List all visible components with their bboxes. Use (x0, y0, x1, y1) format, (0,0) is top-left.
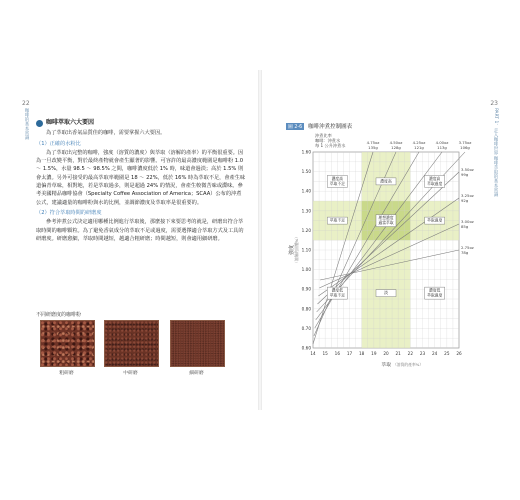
left-text-block (36, 119, 246, 243)
photo-caption-medium: 中研磨 (123, 371, 138, 376)
header-line-2: 咖啡：沖煮水 (315, 138, 341, 143)
right-ratio-g-label: 99g (461, 172, 469, 177)
right-side-tab: PART 1．走入咖啡世界 咖啡萃取的基本常識 (493, 108, 498, 197)
top-ratio-g-label: 128g (391, 145, 401, 150)
paragraph-1: 為了萃取出完整的咖啡，強度（溶質的濃度）與萃取（溶解的產率）的平衡很重要。因為一旦改變平衡，對於最終產物就會產生顯著的影響。可容許的最高濃度範圍是咖啡粉 1.0 ～ 1.5%，水量 98.5 ～ 98.5% 之間，咖啡濃度低於 1% 時，味道會過淡；高於 1.5% 則會太濃。另外可接受的最高萃取率範圍是 18 ～ 22%，低於 16% 時為萃取不足，會產生味道偏青草味，相對地，若是萃取過多，則是超過 24% 的情況，會產生較微苦味或澀味。參考美國精品咖啡協會（Specialty Coffee Association of America；SCAA）公布的沖煮公式，建議適量的咖啡粉與水的比例，並調節濃度及萃取率是很重要的。 (36, 149, 246, 206)
x-tick-label: 21 (395, 351, 401, 356)
top-ratio-oz-label: 4.00oz (435, 140, 449, 145)
zone-label: 濃度高 (428, 175, 441, 181)
y-tick-label: 1.40 (301, 188, 311, 194)
fine-grind-photo (170, 320, 225, 367)
y-axis-sublabel: （溶解的固體%） (294, 234, 299, 266)
x-tick-label: 20 (383, 351, 389, 356)
x-tick-label: 25 (444, 351, 450, 356)
right-ratio-oz-label: 3.25oz (461, 193, 474, 198)
subheading-1: （1）正確的水粉比 (36, 140, 81, 147)
y-tick-label: 0.90 (301, 286, 311, 292)
photos-label: 不同研磨度的咖啡粉 (36, 312, 82, 318)
zone-label: 萃取不足 (329, 292, 345, 298)
heading-bullet-icon (36, 120, 43, 127)
zone-label: 萃取不足 (329, 180, 345, 186)
figure-title-text: 咖啡沖煮控制圖表 (308, 124, 353, 130)
figure-tag: 圖 2-6 (288, 124, 303, 130)
zone-label: 萃取過度 (427, 292, 443, 298)
header-line-1: 沖煮比率 (315, 133, 332, 138)
zone-label: 濃度高 (380, 178, 392, 184)
x-axis-sublabel: （溶質的產率%） (393, 362, 424, 367)
right-page-number: 23 (490, 100, 498, 107)
zone-label: 濃度低 (428, 287, 441, 293)
zone-label: 濃度高 (331, 175, 344, 181)
figure-title (286, 122, 352, 130)
paragraph-2: 參考沖煮公式決定適用哪種比例進行萃取後，那麼接下來要思考的就是，研磨出符合萃取時間的咖啡顆粒。為了避免香氣成分的萃取不足或過度，需要選擇適合萃取方式及工具的研磨度。研磨愈細，萃取時間越短，越適合粗研磨；時間越短，則會適用細研磨。 (36, 219, 244, 242)
left-page-number: 22 (22, 100, 30, 107)
photo-caption-coarse: 粗研磨 (59, 371, 74, 376)
right-ratio-g-label: 92g (461, 198, 469, 203)
top-ratio-g-label: 135g (368, 145, 378, 150)
intro-paragraph: 為了萃取出香氣品質佳的咖啡，需要掌握六大要因。 (46, 130, 166, 137)
y-tick-label: 1.10 (301, 247, 311, 253)
zone-label: 適當萃取 (378, 220, 394, 226)
y-tick-label: 1.20 (301, 227, 311, 233)
right-ratio-oz-label: 2.75oz (461, 245, 474, 250)
x-tick-label: 22 (407, 351, 414, 356)
header-line-3: 每 1 公升沖煮水 (315, 143, 346, 148)
top-ratio-g-label: 106g (460, 145, 470, 150)
zone-label: 濃度低 (331, 287, 344, 293)
left-side-tab: 咖啡的基本常識 (24, 108, 29, 140)
zone-label: 萃取過度 (427, 217, 443, 223)
right-ratio-g-label: 85g (461, 224, 469, 229)
y-tick-label: 1.50 (301, 169, 311, 175)
x-tick-label: 19 (371, 351, 377, 356)
x-tick-label: 17 (346, 351, 353, 356)
section-heading (36, 119, 246, 127)
x-axis-label-group (381, 361, 423, 368)
y-tick-label: 0.60 (301, 345, 311, 351)
y-tick-label: 1.00 (301, 267, 311, 273)
y-tick-label: 0.70 (301, 325, 311, 331)
plot-area (302, 140, 474, 356)
top-ratio-oz-label: 3.75oz (458, 140, 472, 145)
y-tick-label: 1.30 (301, 208, 311, 214)
top-ratio-oz-label: 4.75oz (366, 140, 380, 145)
zone-label: 理想濃度 (378, 215, 394, 221)
x-tick-label: 18 (358, 351, 365, 356)
top-ratio-g-label: 121g (414, 145, 424, 150)
zone-label: 萃取過度 (427, 180, 443, 186)
right-ratio-oz-label: 3.50oz (461, 167, 474, 172)
x-tick-label: 23 (419, 351, 426, 356)
y-tick-label: 1.60 (301, 149, 311, 155)
y-axis-label: 強度 (289, 244, 295, 256)
top-ratio-oz-label: 4.50oz (389, 140, 403, 145)
x-tick-label: 24 (431, 351, 438, 356)
brewing-control-chart (287, 130, 487, 370)
x-tick-label: 26 (456, 351, 462, 356)
chart-header (315, 132, 346, 149)
zone-label: 萃取不足 (329, 217, 345, 223)
heading-text: 咖啡萃取六大要因 (46, 119, 95, 126)
y-tick-label: 0.80 (301, 306, 311, 312)
top-ratio-oz-label: 4.25oz (412, 140, 426, 145)
top-ratio-g-label: 113g (437, 145, 447, 150)
right-ratio-oz-label: 3.00oz (461, 219, 474, 224)
x-tick-label: 14 (310, 351, 316, 356)
x-tick-label: 16 (334, 351, 341, 356)
medium-grind-photo (104, 320, 159, 367)
x-axis-label: 萃取 (381, 363, 391, 368)
coarse-grind-photo (40, 320, 95, 367)
subheading-2: （2）符合萃取時間的研磨度 (36, 209, 102, 216)
x-tick-label: 15 (322, 351, 328, 356)
y-axis-label-group (288, 235, 299, 265)
right-ratio-g-label: 78g (461, 250, 469, 255)
photo-caption-fine: 細研磨 (189, 371, 204, 376)
zone-label: 淡 (384, 290, 388, 296)
